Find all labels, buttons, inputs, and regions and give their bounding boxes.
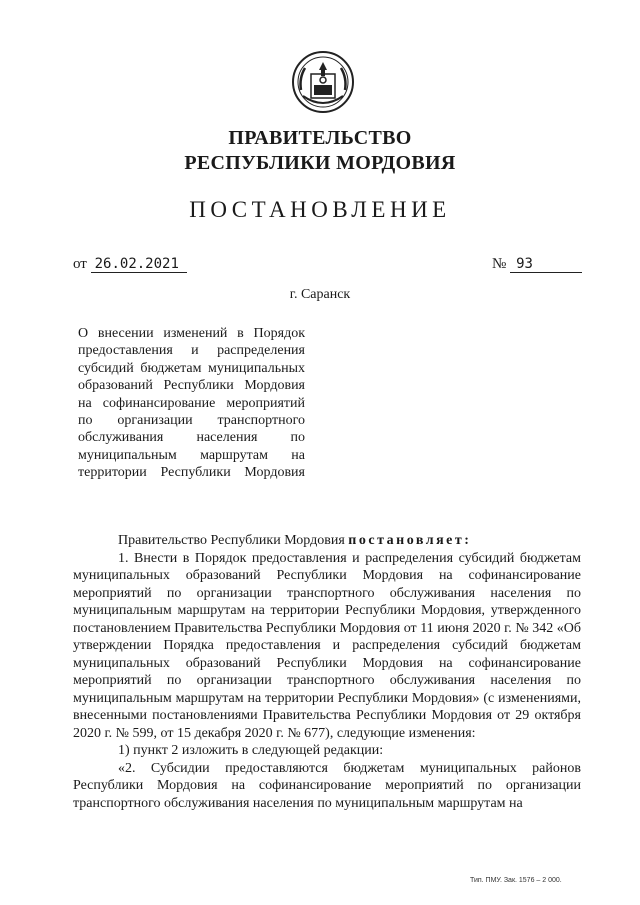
print-footer: Тип. ПМУ. Зак. 1576 – 2 000. xyxy=(470,877,562,884)
intro-paragraph xyxy=(73,532,581,550)
intro-text: Правительство Республики Мордовия xyxy=(118,533,349,548)
document-city: г. Саранск xyxy=(289,287,351,302)
date-prefix: от xyxy=(73,256,87,272)
organization-name: ПРАВИТЕЛЬСТВО xyxy=(228,127,412,149)
organization-name-region: РЕСПУБЛИКИ МОРДОВИЯ xyxy=(184,152,456,174)
document-date-line xyxy=(73,256,187,273)
document-number-line xyxy=(492,256,582,273)
paragraph-3: «2. Субсидии предоставляются бюджетам муниципальных районов Республики Мордовия на софинансирование мероприятий по организации транспортного обслуживания населения по муниципальным маршрутам на xyxy=(73,760,581,811)
document-number: 93 xyxy=(510,256,582,273)
document-body xyxy=(73,532,581,812)
number-prefix: № xyxy=(492,256,507,272)
document-subject: О внесении изменений в Порядок предоставления и распределения субсидий бюджетам муниципальных образований Республики Мордовия на софинансирование мероприятий по организации транспортного обслуживания населения по муниципальным маршрутам на территории Республики Мордовия xyxy=(78,326,305,481)
paragraph-2: 1) пункт 2 изложить в следующей редакции: xyxy=(118,743,384,758)
coat-of-arms-emblem xyxy=(291,50,355,114)
paragraph-1: 1. Внести в Порядок предоставления и распределения субсидий бюджетам муниципальных образований Республики Мордовия на софинансирование мероприятий по организации транспортного обслуживания населения по муниципальным маршрутам на территории Республики Мордовия, утвержденного постановлением Правительства Республики Мордовия от 11 июня 2020 г. № 342 «Об утверждении Порядка предоставления и распределения субсидий бюджетам муниципальных образований Республики Мордовия на софинансирование мероприятий по организации транспортного обслуживания населения по муниципальным маршрутам на территории Республики Мордовия» (с изменениями, внесенными постановлениями Правительства Республики Мордовия от 29 октября 2020 г. № 599, от 15 декабря 2020 г. № 677), следующие изменения: xyxy=(73,550,581,741)
document-type-title: ПОСТАНОВЛЕНИЕ xyxy=(189,197,451,222)
document-date: 26.02.2021 xyxy=(91,256,187,273)
intro-action: постановляет: xyxy=(348,533,472,548)
